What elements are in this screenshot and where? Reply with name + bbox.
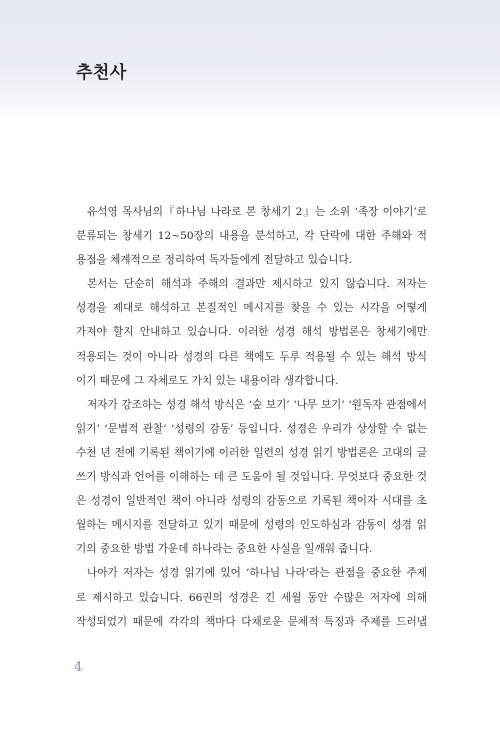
- paragraph-3: [76, 393, 427, 562]
- paragraph-1: [76, 200, 427, 272]
- chapter-title: 추천사: [76, 63, 127, 83]
- text-line: 적용되는 것이 아니라 성경의 다른 책에도 두루 적용될 수 있는 해석 방식: [76, 350, 427, 363]
- text-line: 이기 때문에 그 자체로도 가치 있는 내용이라 생각합니다.: [76, 374, 339, 387]
- text-line: 용점을 체계적으로 정리하여 독자들에게 전달하고 있습니다.: [76, 254, 353, 267]
- text-line: 읽기’ ‘문법적 관찰’ ‘성령의 감동’ 등입니다. 성경은 우리가 상상할 수 없는: [76, 422, 427, 435]
- text-line: 분류되는 창세기 12~50장의 내용을 분석하고, 각 단락에 대한 주해와 적: [76, 230, 427, 243]
- text-line: 로 제시하고 있습니다. 66권의 성경은 긴 세월 동안 수많은 저자에 의해: [76, 591, 427, 604]
- paragraph-2: [76, 272, 427, 392]
- text-line: 수천 년 전에 기록된 책이기에 이러한 일련의 성경 읽기 방법론은 고대의 글: [76, 446, 427, 459]
- text-line: 본서는 단순히 해석과 주해의 결과만 제시하고 있지 않습니다. 저자는: [87, 278, 427, 291]
- text-line: 작성되었기 때문에 각각의 책마다 다채로운 문체적 특징과 주제를 드러냅: [76, 615, 427, 628]
- text-line: 기의 중요한 방법 가운데 하나라는 중요한 사실을 일깨워 줍니다.: [76, 543, 373, 556]
- text-line: 저자가 강조하는 성경 해석 방식은 ‘숲 보기’ ‘나무 보기’ ‘원독자 관점에서: [87, 398, 427, 411]
- text-line: 가져야 할지 안내하고 있습니다. 이러한 성경 해석 방법론은 창세기에만: [76, 326, 427, 339]
- text-line: 월하는 메시지를 전달하고 있기 때문에 성령의 인도하심과 감동이 성경 읽: [76, 519, 427, 532]
- text-line: 쓰기 방식과 언어를 이해하는 데 큰 도움이 될 것입니다. 무엇보다 중요한 것: [76, 471, 427, 484]
- text-line: 나아가 저자는 성경 읽기에 있어 ‘하나님 나라’라는 관점을 중요한 주제: [87, 567, 427, 580]
- text-line: 은 성경이 일반적인 책이 아니라 성령의 감동으로 기록된 책이자 시대를 초: [76, 495, 427, 508]
- body-text: [76, 200, 427, 634]
- text-line: 성경을 제대로 해석하고 본질적인 메시지를 찾을 수 있는 시각을 어떻게: [76, 302, 427, 315]
- header-band: [0, 0, 500, 118]
- paragraph-4: [76, 561, 427, 633]
- page-number: 4: [74, 660, 83, 675]
- text-line: 유석영 목사님의『하나님 나라로 본 창세기 2』는 소위 ‘족장 이야기’로: [87, 206, 427, 218]
